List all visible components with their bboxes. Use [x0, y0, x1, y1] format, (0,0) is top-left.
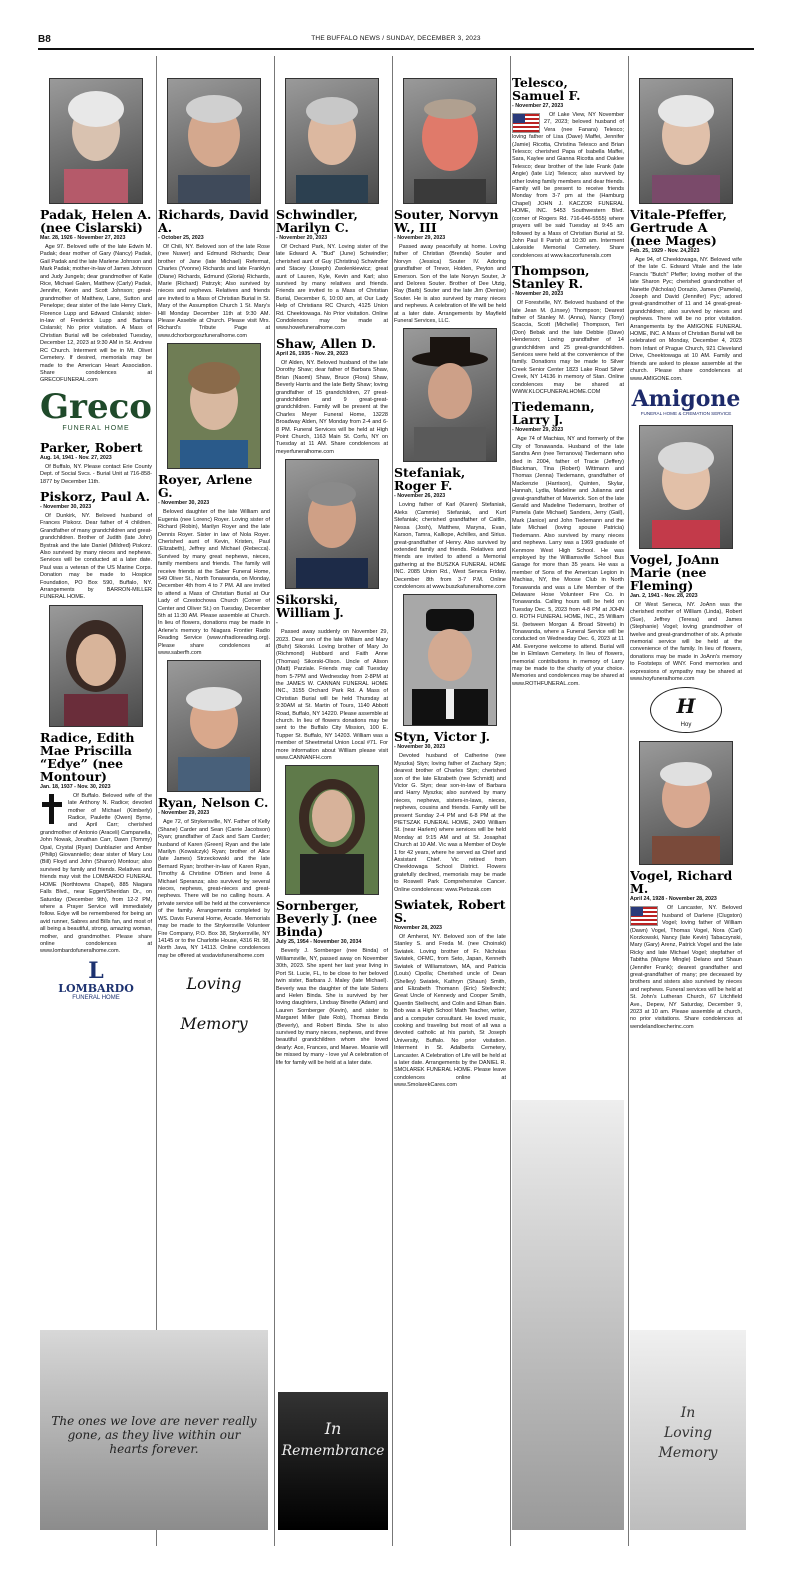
portrait-photo	[403, 328, 497, 462]
portrait-photo	[639, 78, 733, 204]
american-flag-icon	[630, 906, 658, 926]
obituary-name: Sornberger, Beverly J. (nee Binda)	[276, 898, 378, 940]
column-divider	[392, 56, 393, 1546]
obituary-text: Passed away suddenly on November 29, 2023. Dear son of the late William and Mary (Buhr) Sikorski. Loving brother of Mary Jo (Richmond) Hubbard and Faith Anne (Thomas) Sikorski-Olson. Uncle of Alison (Matt) Parziale. Friends may call Tuesday from 5-7PM and Wednesday from 2-8PM at the JAMES W. CANNAN FUNERAL HOME INC., 3155 Orchard Park Rd. A Mass of Christian Burial will be held Thursday at 9:30AM at St. Martin of Tours, 1140 Abbott Road, Buffalo, NY 14220. Please assemble at church. In lieu of flowers donations may be sent to the Buffalo City Mission, 100 E. Tupper St. Buffalo, NY 14203. William was a member of Sheetmetal Union Local #71. For more information about William please visit www.CANNANFH.com	[276, 629, 388, 762]
in-remembrance-graphic: In Remembrance	[278, 1392, 388, 1530]
obituary-text: Devoted husband of Catherine (nee Myszka) Styn; loving father of Zachary Styn; dearest brother of Charles Styn; cherished son of the late Elizabeth (nee Schmidt) and Victor G. Styn; dear son-in-law of Barbara and Harry Myszka; also survived by many nieces, nephews, sisters-in-laws, nieces, nephews, cousins and friends. Family will be present Sunday 2-4 PM and 6-8 PM at the PIETSZAK FUNERAL HOME, 2400 William St. (near Harlem) where services will be held Monday at 9:15 AM and at St. Josaphat Church at 10 AM. Vic was a Member of Doyle 1 for 42 years, where he served as Chief and Assistant Chief. Vic retired from Cheektowaga School District. Flowers gratefully declined, memorials may be made to Roswell Park Comprehensive Cancer. Online condolences: www.Pietszak.com	[394, 753, 506, 893]
obituary-name: Stefaniak, Roger F.	[394, 465, 466, 494]
hoy-funeral-home-logo: H Hoy	[630, 687, 742, 737]
obituary-name: Telesco, Samuel F.	[512, 75, 581, 103]
portrait-photo	[167, 78, 261, 204]
obituary-name: Vogel, Richard M.	[630, 868, 733, 897]
obituary-text: Passed away peacefully at home. Loving father of Christian (Brenda) Souter and Norvyn (Jessica) Souter IV. Adoring grandfather of Trevor, Holden, Peyton and Emerson. Son of the late Norvyn Souter, Jr and Delores Souter. Brother of Dee Utzig, Ray (Barb) Souter and the late Jim (Denise) Souter. He is also survived by many nieces and nephews. A celebration of life will be held at a later date. Arrangements by Mayfield Funeral Services, LLC.	[394, 244, 506, 325]
column-2	[158, 54, 270, 1554]
portrait-photo	[403, 594, 497, 726]
obituary-name: Radice, Edith Mae Priscilla “Edye” (nee Montour)	[40, 729, 135, 784]
obituary-dates: - November 29, 2023	[158, 810, 210, 817]
obituary-text: Of Buffalo, NY. Please contact Erie County Dept. of Social Svcs. - Burial Unit at 716-858-1877 by December 11th.	[40, 463, 152, 485]
lombardo-funeral-home-logo: L LOMBARDO FUNERAL HOME	[58, 957, 134, 1001]
obituary-dates: Aug. 14, 1941 - Nov. 27, 2023	[40, 454, 112, 461]
obituary-dates: - November 26, 2023	[394, 493, 446, 500]
cross-icon	[40, 794, 64, 824]
butterfly-memorial-graphic	[512, 1100, 624, 1530]
obituary-text: Age 94, of Cheektowaga, NY. Beloved wife of the late C. Edward Vitale and the late Francis "Butch" Pfeffer; loving mother of the late Sharon Pyc; cherished grandmother of Nanette (Nicholas) Dorazio, James (Pamela), Joseph and David (Jennifer) Pyc; adored great-grandmother of 11 and 14 great-great-grandchildren; also survived by nieces and nephews. There will be no prior visitation. Arrangements by the AMIGONE FUNERAL HOME, INC. A Mass of Christian Burial will be celebrated on Monday, December 4, 2023 from Infant of Prague Church, 921 Cleveland Drive, Cheektowaga at 10 AM. Family and friends are asked to please assemble at the church. Please share condolences at www.AMIGONE.com.	[630, 257, 742, 382]
portrait-photo	[639, 425, 733, 549]
obituary-text: Of Alden, NY. Beloved husband of the late Dorothy Shaw; dear father of Barbara Shaw, Brian (Naomi) Shaw, Bruce (Flora) Shaw, Beverly Harris and the late Betty Shaw; loving grandfather of 15 grandchildren, 27 great-grandchildren and 9 great-great-grandchildren. Family will be present at the Charles Meyer Funeral Home, 13228 Broadway Alden, NY Monday from 2-4 and 6-8 PM. Funeral Services will be held at High Point Church, 1163 Main St. Corfu, NY on Tuesday at 11 AM. Share condolences at meyerfuneralhome.com	[276, 359, 388, 455]
obituary-name: Padak, Helen A. (nee Cislarski)	[40, 207, 152, 235]
obituary-name: Swiatek, Robert S.	[394, 897, 506, 926]
obituary-name: Parker, Robert	[40, 439, 143, 455]
obituary-name: Sikorski, William J.	[276, 592, 344, 621]
obituary-name: Royer, Arlene G.	[158, 472, 253, 501]
obituary-text: Beloved daughter of the late William and Eugenia (nee Lorenc) Royer. Loving sister of Richard (Robin), Marilyn Royer and the late Dennis Royer. Sister in law of Nola Royer. Cherished aunt of Kevin, Kristen, Paul (Elizabeth), Jeffrey and Michael (Rebecca). Survived by many great nephews, nieces, family members and friends. The family will receive friends at the Saber Funeral Home, 549 Oliver St., North Tonawanda, on Monday, December 4th from 4 to 7 PM. All are invited to attend a Mass of Christian Burial at Our Lady of Czestochowa Church (Corner of Center and Oliver St.) on Tuesday, December 5th at 11:30 AM. Please assemble at Church. In lieu of flowers, donations may be made in Arlene's memory to Niagara Frontier Radio Reading Service (www.nfradioreading.org). Please share condolences at www.saberfh.com	[158, 509, 270, 656]
obituary-dates: - November 27, 2023	[512, 103, 564, 109]
portrait-photo	[285, 459, 379, 589]
obituary-name: Piskorz, Paul A.	[40, 488, 150, 504]
in-loving-memory-graphic: In Loving Memory	[630, 1330, 746, 1530]
obituary-dates: Feb. 25, 1929 - Nov. 24,2023	[630, 248, 700, 254]
obituary-text: Of Lancaster, NY. Beloved husband of Darlene (Clugston) Vogel; loving father of William (Dawn) Vogel, Thomas Vogel, Nora (Carl) Korzkowski, Nancy (late Kevin) Tabaczynski, Mary (Gary) Arenz, Patrick Vogel and the late Ricky and late Michael Vogel; stepfather of Tabitha (Wayne Mingle) Delano and Shaun (Jennifer Frank); dearest grandfather and great-grandfather of many; pre deceased by brothers and sisters also survived by nieces and nephews. Funeral services will be held at St. John's Lutheran Church, 67 Litchfield Ave., Depew, NY Saturday, December 9, 2023 at 10 am. Please assemble at church, no prior visitations. Share condolences at wendelandloecherinc.com	[630, 905, 742, 1030]
obituary-dates: April 24, 1928 - November 28, 2023	[630, 896, 717, 903]
portrait-photo	[403, 78, 497, 204]
portrait-photo	[285, 765, 379, 895]
obituary-text: Age 97. Beloved wife of the late Edwin M. Padak; dear mother of Gary (Nancy) Padak, Gail Padak and the late Marlene Johnson and Mark Padak; mother-in-law of James Johnson and Judy Jungels; dear grandmother of Katie Rice, Michael Galen, Matthew (Carly) Padak, Jennifer, Kevin and Scott Johnson; great-grandmother of Matthew, Lane, Sutton and Penelope; dear sister of the late Henry Clark, Florence Lupp and Edward Cislarski; sister-in-law of Frederick Lupp and Barbara Cislarski; No prior visitation. A Mass of Christian Burial will be celebrated Tuesday, December 12, 2023 at 9:30 AM in St. Andrew RC Church. Interment will be in Mt. Olivet Cemetery. If desired, memorials may be made to the American Heart Association. Share condolences at GRECOFUNERAL.com	[40, 244, 152, 384]
obituary-dates: Jan. 2, 1941 - Nov. 28, 2023	[630, 592, 698, 599]
obituary-text: Of West Seneca, NY. JoAnn was the cherished mother of William (Linda), Robert (Sue), Jeffrey (Teresa) and James (Stephanie) Vogel; loving grandmother of twelve and great-grandmother of six. A private memorial service will be held at the convenience of the family. In lieu of flowers, donations may be made in JoAnn's memory to Footsteps of WNY. Fond memories and expressions of sympathy may be shared at www.hoyfuneralhome.com	[630, 601, 742, 682]
obituary-text: Beverly J. Sornberger (nee Binda) of Williamsville, NY, passed away on November 30th, 2023. She spent her last year living in Port St. Lucie, FL, to be close to her beloved twin sister, Barbara J. Maley (late Michael). Beverly was the daughter of the late Sisters and Helen Binda. She is survived by her loving daughters, Lindsay Binette (Adam) and Lauren Sornberger (Kevin), and sister to Margaret Miller (late Rob), Thomas Binda (Beverly), and Robert Binda. She is also survived by many nieces, nephews, and three beautiful grandchildren whom she loved dearly: Ace, Frances, and Maeve. Moanie will be missed by many - love ya! A celebration of life for family will be held at a later date.	[276, 948, 388, 1066]
obituary-text: Age 72, of Strykersville, NY. Father of Kelly (Shane) Carder and Sean (Carrie Jacobson) Ryan; grandfather of Zack and Sam Carder; husband of Karen (Green) Ryan and the late Marilyn (Kowalczyk) Ryan; brother of Alice (late James) Strzeckowski and the late Bernard Ryan; brother-in-law of Karen Ryan, Timothy & Christine O'Brien and Irene & Michael Speranza; also survived by several nieces, nephews, great-nieces and great-nephews. There will be no calling hours. A private service will be held at the convenience of the family. Arrangements completed by WS. Davis Funeral Home, Arcade. Memorials may be made to the Strykersville Volunteer Fire Company, P.O. Box 38, Strykersville, NY 14145 or to the Charlotte House, 4316 Rt. 98, North Java, NY 14113. Online condolences may be offered at wsdavisfuneralhome.com	[158, 819, 270, 959]
obituary-text: Of Dunkirk, NY. Beloved husband of Frances Piskorz. Dear father of 4 children. Grandfather of many grandchildren and great-grandchildren. Brother of Judith (late John) Bystrak and the late Daniel (Mildred) Piskorz. Also survived by many nieces and nephews. Services will be conducted at a later date. Paul was a veteran of the US Marine Corps. Donation may be made to Hospice Foundation, PO Box 590, Buffalo, NY. Arrangements by BARRON-MILLER FUNERAL HOME.	[40, 512, 152, 601]
portrait-photo	[167, 660, 261, 792]
obituary-name: Tiedemann, Larry J.	[512, 399, 595, 428]
obituary-text: Of Orchard Park, NY. Loving sister of the late Edward A. "Bud" (June) Schwindler; cherished aunt of Guy (Christina) Schwindler and Stacey (Joseph) Zwolenkiewicz; great aunt of Lauren, Kyle, Kevin and Karl; also survived by many relatives and friends. Friends are invited to a Mass of Christian Burial, December 6, 10:00 am, at Our Lady Help of Christians RC Church, 4125 Union Rd. Cheektowaga. No Prior visitation. Online Condolences may be made at www.howefuneralhome.com	[276, 244, 388, 332]
memorial-quote-graphic: The ones we love are never really gone, as they live within our hearts forever.	[40, 1330, 268, 1530]
obituary-dates: - November 29, 2023	[512, 427, 564, 434]
obituary-text: Of Amherst, NY. Beloved son of the late Stanley S. and Freda M. (nee Choinski) Swiatek. Loving brother of Fr. Nicholas Swiatek, OFMC, from Seto, Japan, Kenneth Swiatek of Williamstown, MA, and Patricia (Louis) Cipolla; Cherished uncle of Dean (Shelley) Swiatek, Kathryn (Shaun) Smith, and Elizabeth Thomann (Eric) Stellrecht; Great Uncle of Kennedy and Cooper Smith, Quentin Stellrecht, and Colin and Ethan Bain. Bob was a High School Math Teacher, writer, and a computer consultant. He loved music, cooking and traveling but most of all was a devoted catholic at his parish, St Joseph University, Buffalo. No prior visitation. Interment in St. Adalberts Cemetery, Lancaster. A Celebration of Life will be held at a later date. Arrangements by the DANIEL R. SMOLAREK FUNERAL HOME. Please leave condolences online at www.SmolarekCares.com	[394, 934, 506, 1089]
obituary-name: Shaw, Allen D.	[276, 335, 376, 351]
column-divider	[156, 56, 157, 1546]
column-divider	[510, 56, 511, 1546]
column-3	[276, 54, 388, 1554]
obituary-dates: - November 30, 2023	[394, 744, 446, 751]
portrait-photo	[285, 78, 379, 204]
obituary-dates: - November 29, 2023	[394, 235, 446, 241]
obituary-name: Vitale-Pfeffer, Gertrude A (nee Mages)	[630, 207, 727, 248]
american-flag-icon	[512, 113, 540, 133]
publication-line: THE BUFFALO NEWS / SUNDAY, DECEMBER 3, 2023	[311, 35, 481, 42]
column-divider	[274, 56, 275, 1546]
obituary-text: Of Forestville, NY. Beloved husband of the late Jean M. (Linsey) Thompson; Dearest father of Stanley M. (Anna), Nancy (Tony) Scaccia, Scott (Michelle) Thompson, Teri (Don) Bebak and the late Debbie (Dave) Henderson; Loving grandfather of 14 grandchildren and 25 great-grandchildren. Services were held at the convenience of the family. Donations may be made to Silver Creek Senior Center 1823 Lake Road Silver Creek, NY 14136 in memory of Stan. Online condolences may be shared at WWW.KLOCFUNERALHOME.COM	[512, 300, 624, 395]
obituary-name: Souter, Norvyn W., III	[394, 207, 499, 235]
obituary-name: Richards, David A.	[158, 207, 269, 235]
page-header	[38, 34, 754, 47]
obituary-dates: - November 30, 2023	[158, 500, 210, 507]
greco-funeral-home-logo: Greco FUNERAL HOME	[40, 386, 152, 432]
portrait-photo	[167, 343, 261, 469]
obituary-text: Of Lake View, NY November 27, 2023; beloved husband of Vera (nee Fanara) Telesco; loving father of Lisa (Dave) Maffei, Jennifer (Jamie) Ricotta, Christina Telesco and Brian Telesco; cherished Papa of Isabella Maffei, Sara, Kaylee and Gianna Ricotta and Oaklee Telesco; dear brother of the late Frank (late Angie) (late Liz) Telesco; also survived by other loving family members and dear friends. Family will be present to receive friends Monday from 3-7 pm at the (Hamburg Chapel) JOHN J. KACZOR FUNERAL HOME, INC. 5453 Southwestern Blvd. (corner of Rogers Rd. 716-646-5555) where prayers will be said Tuesday at 9:45 am followed by a Mass of Christian Burial at St. John Paul II Parish at 10:30 am. Interment Lakeside Memorial Cemetery. Share condolences at www.kaczorfunerals.com	[512, 112, 624, 259]
obituary-text: Age 74 of Machias, NY and formerly of the City of Tonawanda. Husband of the late Sandra Ann (nee Terranova) Tiedemann who died in 2004, father of Tracie (Jeffery) Blackman, Tina (Robert) Wittmann and Thomas (Jenna) Tiedemann, grandfather of Mackenzie (Harrison), Quinten, Skylar, Hannah, Lydia, Madeline and Julianna and great-grandfather of Maverick. Son of the late Gerald and Madeline Tiedemann, brother of Pamela (late Michael) Sanders, Jerry (Gail), Mark (Janice) and John Tiedemann and the late Michael (loving spouse Patricia) Tiedemann. Also survived by many nieces and nephews. Larry was a 1969 graduate of Kenmore West High School. He was employed by the Williamsville School Bus Garage for more than 35 years. He was a member of Sons of the American Legion in Machias, NY, the Moose Club in North Tonawanda and was a Life Member of the Delaware Hose Volunteer Fire Co. in Tonawanda. Calling hours will be held on Tuesday Dec. 5, 2023 from 4-8 PM at JOHN O. ROTH FUNERAL HOME, INC., 25 William St. (between Morgan & Broad Streets) in Tonawanda, where a Funeral Service will be conducted on Wednesday Dec. 6, 2023 at 11 AM. Everyone welcome to attend. Burial will be in Elmlawn Cemetery. In lieu of flowers, memorial contributions in memory of Larry may be made to the charity of your choice. Memories and condolences may be shared at www.ROTHFUNERAL.com.	[512, 436, 624, 687]
obituary-name: Styn, Victor J.	[394, 729, 491, 745]
obituary-dates: - November 20, 2023	[276, 235, 328, 241]
obituary-dates: -	[276, 620, 278, 627]
loving-memory-graphic: Loving Memory	[180, 974, 248, 1034]
obituary-text: Of Buffalo. Beloved wife of the late Anthony N. Radice; devoted mother of Michael (Kimberly) Radice, Paulette (Owen) Byrne, and April Carr; cherished grandmother of Antonio (Araceli) Campanella, John Nowak, Jonathan Carr, Dawn (Tommy) Opal, Crystal (Ryan) Dunblazier and Amber (Philip) Giovanniello; dear sister of Mary Lou (Bill) Floyd and John (Sharon) Montour; also survived by family and friends. Relatives and friends may visit the LOMBARDO FUNERAL HOME (Northtowns Chapel), 885 Niagara Falls Blvd., near Eggert/Sheridan Dr., on Saturday (December 9th), from 12-2 PM, where a Prayer Service will immediately follow. Edye will be remembered for being an avid runner, Sabres and Bills fan, and most of all being a beautiful, strong, amazing woman, mother, and grandmother. Please share online condolences at www.lombardofuneralhome.com.	[40, 792, 152, 955]
obituary-text: Of Chili, NY. Beloved son of the late Rose (nee Nuwer) and Edmund Richards; Dear brother of Jane (late Michael) Refermat, Charles (Yvonne) Richards and late Franklyn (Diane) Richards, Edmund (Gloria) Richards, Marie (Richard) Patrzyk; Also survived by nieces and nephews. Relatives and friends are invited to a Mass of Christian Burial in St. Mary of the Assumption Church 1 St. Mary's Hill Monday December 11th at 9:30 AM. Please Asseble at Church. Please visit Mrs. Richard's Tribute Page at www.dchorborgoszfuneralhome.com	[158, 244, 270, 339]
obituary-text: Loving father of Karl (Karen) Stefaniak, Aleks (Cammie) Stefaniak, and Kurt Stefaniak; cherished grandfather of Caitlin, Nessa (Josh), Matthew, Maryna, Evan, Karson, Tamra, Kalliope, Achilles, and Sirius. great-grandfather of Henry. Also survived by extended family and friends. Relatives and friends are invited to attend a Memorial gathering at the BUSZKA FUNERAL HOME INC. 2085 Union Rd., West Seneca Friday, December 8th from 3-7 P.M. Online condolences at www.buszkafuneralhome.com	[394, 502, 506, 590]
obituary-dates: July 25, 1954 - November 30, 2034	[276, 939, 362, 946]
header-rule	[38, 48, 754, 50]
obituary-dates: - November 20, 2023	[512, 291, 564, 298]
obituary-dates: Mar. 28, 1926 - November 27, 2023	[40, 235, 126, 241]
column-1	[40, 54, 152, 1554]
obituary-name: Vogel, JoAnn Marie (nee Fleming)	[630, 551, 720, 593]
obituary-name: Schwindler, Marilyn C.	[276, 207, 358, 235]
column-6	[630, 54, 742, 1554]
column-4	[394, 54, 506, 1554]
column-divider	[628, 56, 629, 1546]
obituary-dates: - November 30, 2023	[40, 503, 92, 510]
portrait-photo	[639, 741, 733, 865]
obituary-dates: - October 25, 2023	[158, 235, 204, 241]
amigone-funeral-home-logo: Amigone FUNERAL HOME & CREMATION SERVICE	[631, 385, 741, 416]
obituary-dates: Jan. 18, 1937 - Nov. 30, 2023	[40, 783, 111, 790]
obituary-name: Ryan, Nelson C.	[158, 795, 269, 811]
obituary-name: Thompson, Stanley R.	[512, 263, 590, 292]
obituary-dates: April 26, 1935 - Nov. 29, 2023	[276, 350, 349, 357]
page-number: B8	[38, 34, 51, 45]
obituary-dates: November 28, 2023	[394, 925, 442, 932]
portrait-photo	[49, 78, 143, 204]
portrait-photo	[49, 605, 143, 727]
